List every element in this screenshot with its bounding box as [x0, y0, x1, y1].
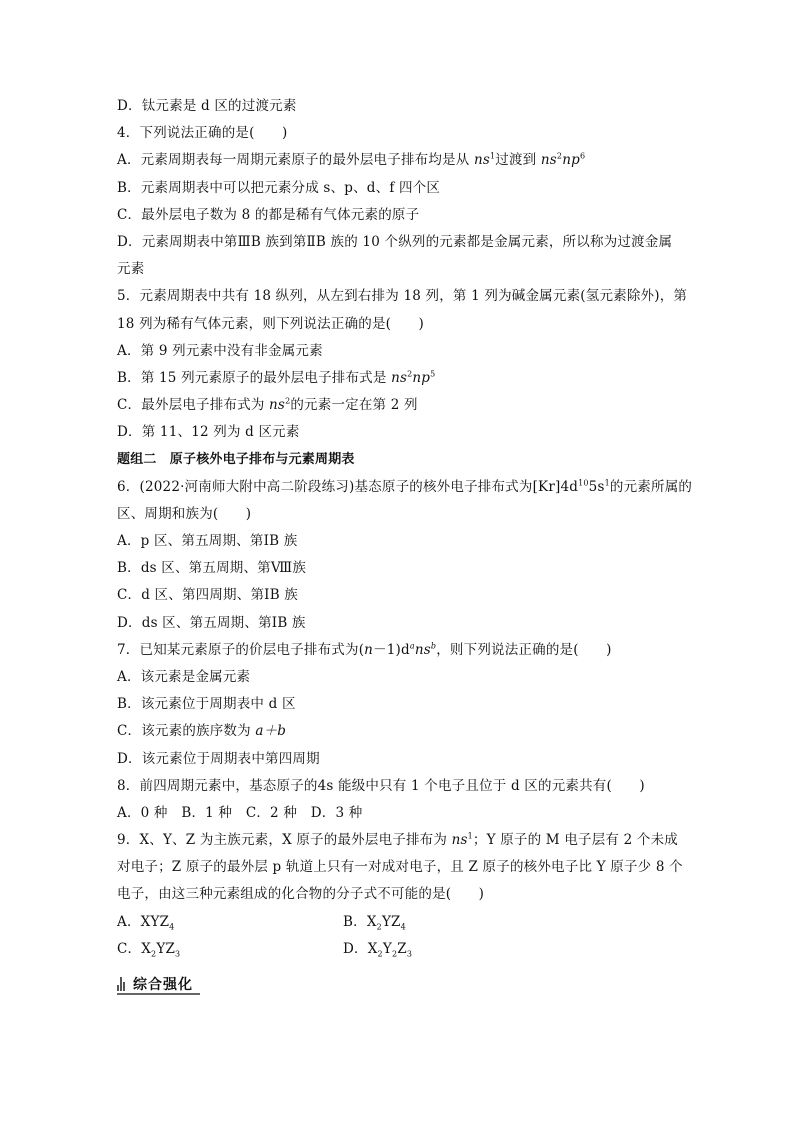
q6-option-c: C．d 区、第四周期、第ⅠB 族 [117, 587, 299, 604]
q5-option-d: D．第 11、12 列为 d 区元素 [117, 424, 300, 441]
section-header [117, 974, 193, 994]
document-body [117, 93, 693, 963]
q7-stem: 7．已知某元素原子的价层电子排布式为$(n-1)d^ans^b$，则下列说法正确的是( ) [117, 641, 612, 658]
q9-option-b: B．$X_2YZ_4$ [343, 913, 406, 932]
q6-stem-continued: 区、周期和族为( ) [117, 505, 252, 522]
q4-option-d-continued: 元素 [117, 261, 145, 278]
q9-option-a: A．$XYZ_4$ [117, 913, 175, 932]
q9-option-c: C．$X_2YZ_3$ [117, 940, 181, 959]
q6-option-a: A．p 区、第五周期、第ⅠB 族 [117, 533, 298, 549]
q5-stem: 5．元素周期表中共有 18 纵列，从左到右排为 18 列，第 1 列为碱金属元素(氢元素除外)，第 [117, 288, 688, 305]
q9-option-d: D．$X_2Y_2Z_3$ [343, 940, 413, 959]
q4-option-c: C．最外层电子数为 8 的都是稀有气体元素的原子 [117, 206, 420, 223]
q7-option-d: D．该元素位于周期表中第四周期 [117, 750, 320, 767]
q9-stem-continued: 对电子；Z 原子的最外层 p 轨道上只有一对成对电子，且 Z 原子的核外电子比 Y 原子少 8 个 [117, 859, 683, 876]
q4-option-b: B．元素周期表中可以把元素分成 s、p、d、f 四个区 [117, 179, 441, 196]
q4-option-d: D．元素周期表中第ⅢB 族到第ⅡB 族的 10 个纵列的元素都是金属元素，所以称为过渡金属 [117, 233, 673, 250]
q9-options-row-1 [117, 909, 682, 936]
q3-option-d: D．钛元素是 d 区的过渡元素 [117, 98, 297, 114]
q5-stem-continued: 18 列为稀有气体元素，则下列说法正确的是( ) [117, 315, 425, 332]
section-underline [117, 993, 200, 995]
q4-option-a: A．元素周期表每一周期元素原子的最外层电子排布均是从 $ns^1$过渡到 $ns^2np^6$ [117, 151, 586, 169]
q9-options-row-2 [117, 936, 682, 963]
q7-option-b: B．该元素位于周期表中 d 区 [117, 696, 296, 713]
q9-stem: 9．X、Y、Z 为主族元素，X 原子的最外层电子排布为 $ns^1$；Y 原子的 M 电子层有 2 个未成 [117, 831, 678, 849]
q6-option-d: D．ds 区、第五周期、第ⅠB 族 [117, 614, 306, 631]
q4-stem: 4．下列说法正确的是( ) [117, 125, 288, 142]
q5-option-a: A．第 9 列元素中没有非金属元素 [117, 342, 323, 359]
section-title: 综合强化 [133, 977, 193, 993]
q5-option-b: B．第 15 列元素原子的最外层电子排布式是 $ns^2np^5$ [117, 369, 436, 386]
q5-option-c: C．最外层电子排布式为 $ns^2$的元素一定在第 2 列 [117, 396, 418, 414]
q6-option-b: B．ds 区、第五周期、第Ⅷ族 [117, 560, 307, 577]
q9-stem-continued-2: 电子，由这三种元素组成的化合物的分子式不可能的是( ) [117, 886, 485, 903]
q8-stem: 8．前四周期元素中，基态原子的4s 能级中只有 1 个电子且位于 d 区的元素共有( ) [117, 777, 645, 794]
q7-option-a: A．该元素是金属元素 [117, 668, 251, 685]
q6-stem: 6．(2022·河南师大附中高二阶段练习)基态原子的核外电子排布式为$[Kr]4d^{10}5s^1$的元素所属的 [117, 478, 693, 495]
group-heading: 题组二 原子核外电子排布与元素周期表 [117, 452, 355, 468]
bar-chart-icon [117, 977, 125, 991]
q7-option-c: C．该元素的族序数为 a＋b [117, 723, 287, 740]
q8-options: A．0 种 B．1 种 C．2 种 D．3 种 [117, 804, 363, 821]
